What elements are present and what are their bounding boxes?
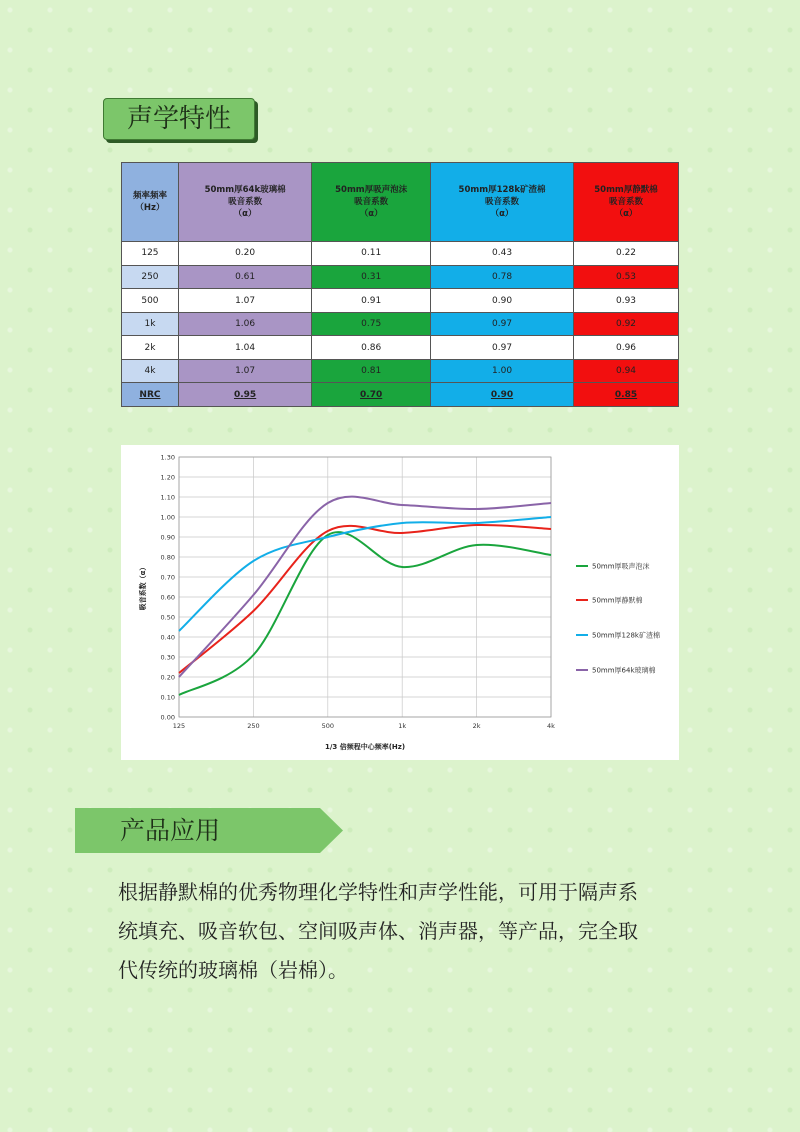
y-tick-label: 0.20: [160, 673, 175, 682]
foam-cell: 0.31: [312, 265, 431, 289]
table-row: [122, 289, 679, 313]
series-line: [179, 532, 551, 695]
foam-cell: 0.86: [312, 336, 431, 360]
glass-wool-cell: 1.04: [178, 336, 311, 360]
slag-wool-cell: 0.97: [431, 312, 574, 336]
glass-wool-cell: 0.20: [178, 242, 311, 266]
slag-wool-cell: 1.00: [431, 359, 574, 383]
paragraph-line: 根据静默棉的优秀物理化学特性和声学性能，可用于隔声系: [118, 880, 638, 904]
table-row: [122, 242, 679, 266]
slag-wool-cell: 0.90: [431, 289, 574, 313]
y-tick-label: 1.10: [160, 493, 175, 502]
x-axis-label: 1/3 倍频程中心频率(Hz): [324, 743, 406, 751]
slag-wool-cell: 0.97: [431, 336, 574, 360]
header-line: 50mm厚128k矿渣棉: [458, 185, 546, 196]
freq-cell: 250: [122, 265, 179, 289]
legend-label: 50mm厚64k玻璃棉: [592, 666, 656, 675]
silent-cotton-cell: 0.96: [574, 336, 679, 360]
glass-wool-cell: 0.61: [178, 265, 311, 289]
x-tick-label: 125: [172, 722, 186, 730]
silent-cotton-cell: 0.22: [574, 242, 679, 266]
table-row: [122, 359, 679, 383]
y-tick-label: 1.30: [160, 453, 175, 462]
y-tick-label: 0.90: [160, 533, 175, 542]
x-tick-label: 250: [247, 722, 260, 730]
slag-wool-cell: 0.78: [431, 265, 574, 289]
slag-wool-cell: 0.90: [431, 383, 574, 407]
plot-area-frame: [179, 457, 551, 717]
silent-cotton-cell: 0.53: [574, 265, 679, 289]
glass-wool-cell: 1.06: [178, 312, 311, 336]
y-tick-label: 0.70: [160, 573, 175, 582]
header-line: 50mm厚静默棉: [594, 185, 658, 196]
header-line: 50mm厚64k玻璃棉: [204, 185, 286, 196]
x-tick-label: 2k: [472, 722, 481, 730]
series-line: [179, 525, 551, 673]
table-header-frequency: [122, 163, 179, 242]
absorption-table: [121, 162, 679, 407]
header-line: （Hz）: [135, 203, 165, 214]
section-title-application: 产品应用: [120, 816, 221, 845]
x-tick-label: 4k: [547, 722, 555, 730]
silent-cotton-cell: 0.93: [574, 289, 679, 313]
y-axis-label: 吸音系数（α）: [139, 563, 147, 611]
foam-cell: 0.81: [312, 359, 431, 383]
x-tick-label: 500: [321, 722, 335, 730]
paragraph-line: 代传统的玻璃棉（岩棉）。: [118, 958, 348, 982]
table-header-row: [122, 163, 679, 242]
header-line: 吸音系数: [609, 197, 644, 208]
glass-wool-cell: 1.07: [178, 289, 311, 313]
header-line: 吸音系数: [485, 197, 520, 208]
chart-svg: [121, 445, 679, 760]
section-banner-application: [75, 808, 343, 853]
glass-wool-cell: 0.95: [178, 383, 311, 407]
freq-cell: 2k: [122, 336, 179, 360]
y-tick-label: 1.00: [160, 513, 175, 522]
header-line: （α）: [233, 209, 257, 220]
section-title-acoustic: 声学特性: [103, 98, 255, 140]
y-tick-label: 0.10: [160, 693, 175, 702]
slag-wool-cell: 0.43: [431, 242, 574, 266]
glass-wool-cell: 1.07: [178, 359, 311, 383]
paragraph-line: 统填充、吸音软包、空间吸声体、消声器，等产品，完全取: [118, 919, 638, 943]
series-line: [179, 517, 551, 631]
y-tick-label: 1.20: [160, 473, 175, 482]
foam-cell: 0.91: [312, 289, 431, 313]
header-line: 频率频率: [132, 191, 167, 202]
table-header-slag-wool: [431, 163, 574, 242]
y-tick-label: 0.80: [160, 553, 175, 562]
legend-label: 50mm厚吸声泡沫: [592, 562, 650, 571]
application-paragraph: [118, 873, 688, 990]
table-header-foam: [312, 163, 431, 242]
freq-cell: 1k: [122, 312, 179, 336]
freq-cell: NRC: [122, 383, 179, 407]
y-tick-label: 0.00: [160, 713, 175, 722]
table-row: [122, 336, 679, 360]
header-line: （α）: [614, 209, 638, 220]
legend-label: 50mm厚静默棉: [592, 596, 643, 605]
header-line: 50mm厚吸声泡沫: [335, 185, 408, 196]
legend-label: 50mm厚128k矿渣棉: [592, 631, 660, 640]
foam-cell: 0.75: [312, 312, 431, 336]
x-tick-label: 1k: [398, 722, 407, 730]
freq-cell: 125: [122, 242, 179, 266]
table-row: [122, 265, 679, 289]
absorption-chart: [121, 445, 679, 760]
header-line: 吸音系数: [228, 197, 263, 208]
header-line: （α）: [359, 209, 383, 220]
table-header-glass-wool: [178, 163, 311, 242]
y-tick-label: 0.60: [160, 593, 175, 602]
table-header-silent-cotton: [574, 163, 679, 242]
y-tick-label: 0.50: [160, 613, 175, 622]
freq-cell: 4k: [122, 359, 179, 383]
series-line: [179, 497, 551, 677]
y-tick-label: 0.40: [160, 633, 175, 642]
y-tick-label: 0.30: [160, 653, 175, 662]
silent-cotton-cell: 0.94: [574, 359, 679, 383]
table-row-nrc: [122, 383, 679, 407]
foam-cell: 0.70: [312, 383, 431, 407]
freq-cell: 500: [122, 289, 179, 313]
table-row: [122, 312, 679, 336]
foam-cell: 0.11: [312, 242, 431, 266]
silent-cotton-cell: 0.85: [574, 383, 679, 407]
header-line: （α）: [490, 209, 514, 220]
header-line: 吸音系数: [354, 197, 389, 208]
silent-cotton-cell: 0.92: [574, 312, 679, 336]
